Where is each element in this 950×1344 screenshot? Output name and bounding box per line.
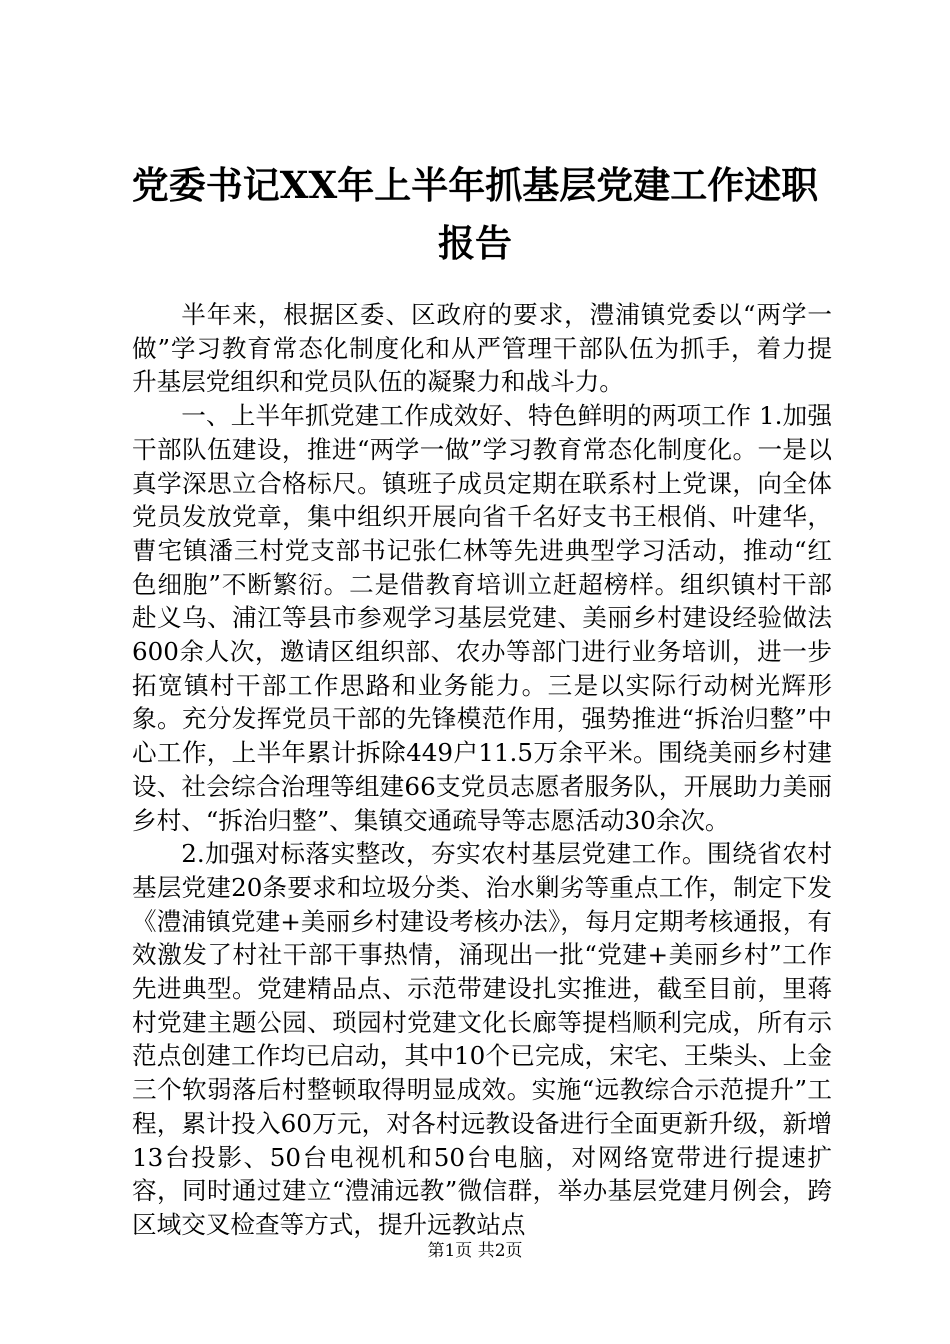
paragraph-intro: 半年来，根据区委、区政府的要求，澧浦镇党委以“两学一做”学习教育常态化制度化和从严管理干部队伍为抓手，着力提升基层党组织和党员队伍的凝聚力和战斗力。 — [132, 300, 832, 397]
page-footer: 第1页 共2页 — [427, 1241, 523, 1261]
document-title: 党委书记XX年上半年抓基层党建工作述职报告 — [131, 163, 819, 265]
document-body — [132, 298, 832, 1242]
paragraph-section-one: 一、上半年抓党建工作成效好、特色鲜明的两项工作 1.加强干部队伍建设，推进“两学一做”学习教育常态化制度化。一是以真学深思立合格标尺。镇班子成员定期在联系村上党课，向全体党员发放党章，集中组织开展向省千名好支书王根俏、叶建华，曹宅镇潘三村党支部书记张仁林等先进典型学习活动，推动“红色细胞”不断繁衍。二是借教育培训立赶超榜样。组织镇村干部赴义乌、浦江等县市参观学习基层党建、美丽乡村建设经验做法600余人次，邀请区组织部、农办等部门进行业务培训，进一步拓宽镇村干部工作思路和业务能力。三是以实际行动树光辉形象。充分发挥党员干部的先锋模范作用，强势推进“拆治归整”中心工作，上半年累计拆除449户11.5万余平米。围绕美丽乡村建设、社会综合治理等组建66支党员志愿者服务队，开展助力美丽乡村、“拆治归整”、集镇交通疏导等志愿活动30余次。 — [132, 401, 832, 835]
paragraph-section-two: 2.加强对标落实整改，夯实农村基层党建工作。围绕省农村基层党建20条要求和垃圾分类、治水剿劣等重点工作，制定下发《澧浦镇党建+美丽乡村建设考核办法》，每月定期考核通报，有效激发了村社干部干事热情，涌现出一批“党建+美丽乡村”工作先进典型。党建精品点、示范带建设扎实推进，截至目前，里蒋村党建主题公园、琐园村党建文化长廊等提档顺利完成，所有示范点创建工作均已启动，其中10个已完成，宋宅、王柴头、上金三个软弱落后村整顿取得明显成效。实施“远教综合示范提升”工程，累计投入60万元，对各村远教设备进行全面更新升级，新增13台投影、50台电视机和50台电脑，对网络宽带进行提速扩容，同时通过建立“澧浦远教”微信群，举办基层党建月例会，跨区域交叉检查等方式，提升远教站点 — [132, 839, 832, 1239]
